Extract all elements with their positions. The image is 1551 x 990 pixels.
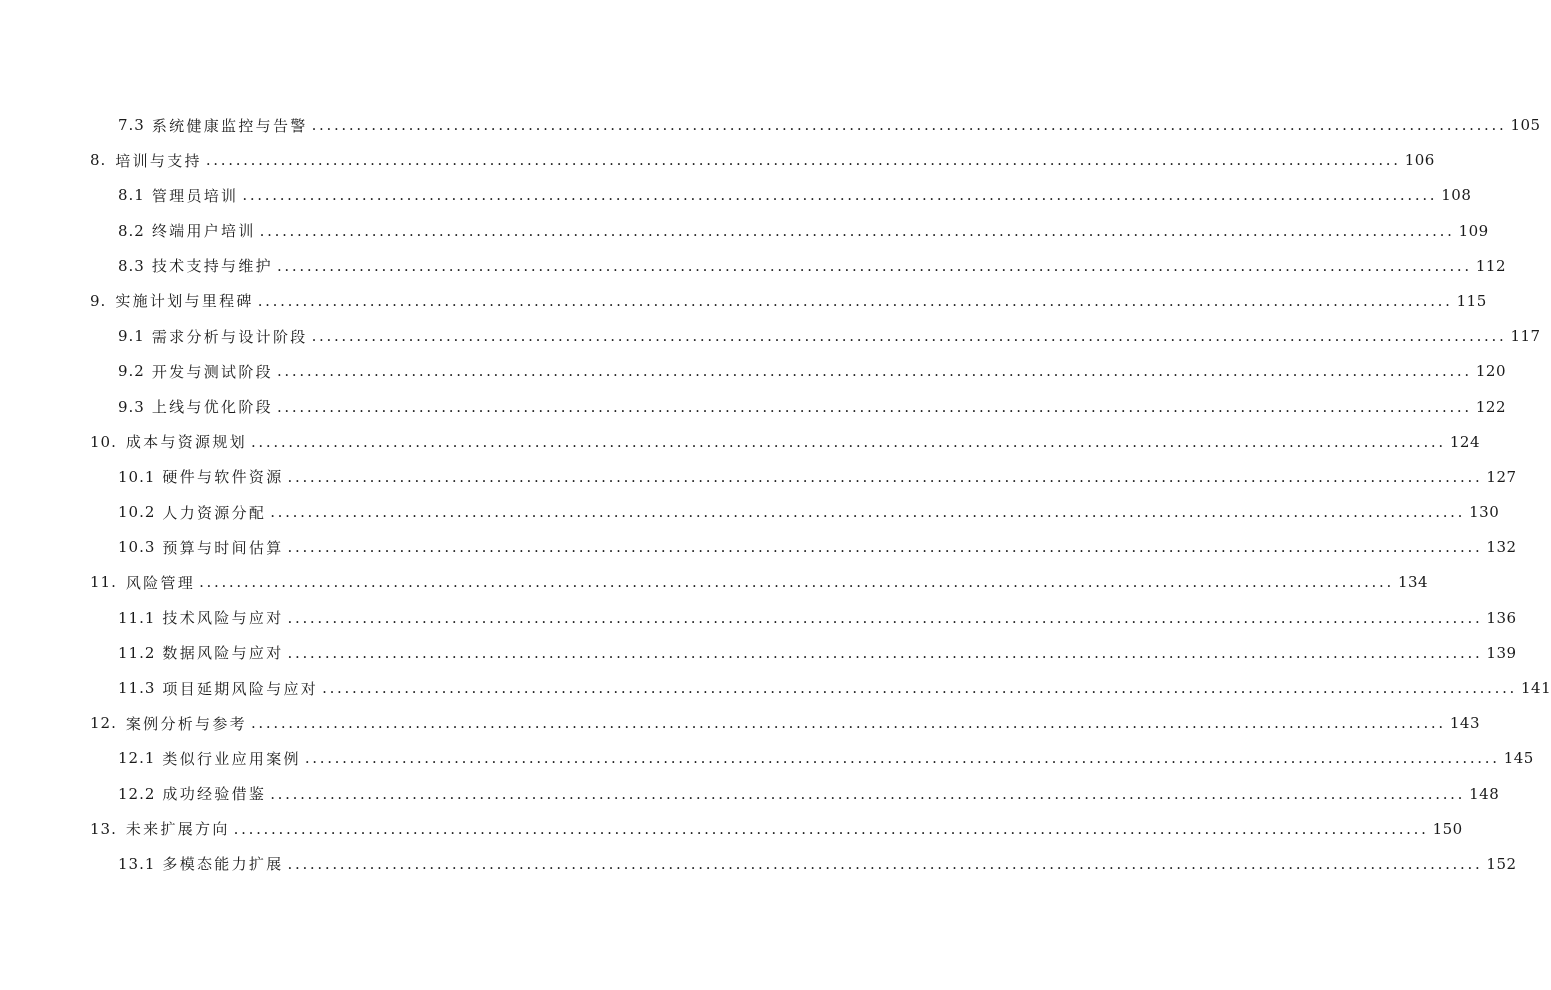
dot-leader: ................................................................................................................................................................ xyxy=(242,186,1438,205)
toc-entry-title: 项目延期风险与应对 xyxy=(162,679,319,698)
toc-entry-title: 系统健康监控与告警 xyxy=(151,116,308,135)
toc-entry-line xyxy=(118,607,1517,629)
dot-leader: ................................................................................................................................................................ xyxy=(259,221,1455,240)
toc-section-entry[interactable] xyxy=(0,390,1506,425)
toc-entry-line xyxy=(118,360,1506,382)
toc-entry-line xyxy=(118,501,1500,523)
toc-entry-title: 需求分析与设计阶段 xyxy=(151,327,308,346)
toc-entry-line xyxy=(118,677,1551,699)
toc-entry-page-number: 139 xyxy=(1486,643,1517,662)
toc-section-entry[interactable] xyxy=(0,636,1517,671)
toc-entry-page-number: 130 xyxy=(1469,503,1500,522)
toc-entry-title: 未来扩展方向 xyxy=(125,820,230,839)
toc-entry-page-number: 127 xyxy=(1486,467,1517,486)
toc-entry-number: 11.3 xyxy=(118,679,156,697)
toc-entry-page-number: 120 xyxy=(1475,362,1506,381)
dot-leader: ................................................................................................................................................................ xyxy=(276,256,1472,275)
toc-entry-title: 上线与优化阶段 xyxy=(151,398,273,416)
toc-section-entry[interactable] xyxy=(0,460,1517,495)
toc-entry-title: 类似行业应用案例 xyxy=(162,749,301,768)
dot-leader: ................................................................................................................................................................ xyxy=(311,116,1507,134)
dot-leader: ................................................................................................................................................................ xyxy=(311,327,1507,346)
toc-entry-line xyxy=(118,184,1472,206)
toc-entry-line xyxy=(118,747,1534,769)
dot-leader: ................................................................................................................................................................ xyxy=(250,432,1446,451)
toc-entry-line xyxy=(118,642,1517,664)
toc-entry-line xyxy=(90,149,1435,171)
toc-chapter-entry[interactable] xyxy=(0,565,1429,600)
toc-entry-page-number: 136 xyxy=(1486,608,1517,627)
toc-entry-title: 开发与测试阶段 xyxy=(151,362,273,381)
toc-entry-page-number: 122 xyxy=(1475,397,1506,416)
toc-entry-page-number: 150 xyxy=(1432,819,1463,838)
toc-entry-number: 10.2 xyxy=(118,503,156,522)
toc-entry-title: 预算与时间估算 xyxy=(162,538,284,557)
toc-entry-number: 12.2 xyxy=(118,784,156,803)
toc-section-entry[interactable] xyxy=(0,601,1517,636)
toc-entry-line xyxy=(118,466,1517,488)
toc-entry-page-number: 124 xyxy=(1449,432,1480,451)
dot-leader: ................................................................................................................................................................ xyxy=(233,819,1429,838)
dot-leader: ................................................................................................................................................................ xyxy=(250,714,1446,733)
toc-entry-number: 8.1 xyxy=(118,186,145,205)
toc-entry-title: 成本与资源规划 xyxy=(125,433,247,452)
dot-leader: ................................................................................................................................................................ xyxy=(287,643,1483,662)
toc-entry-title: 数据风险与应对 xyxy=(162,644,284,663)
toc-entry-number: 11. xyxy=(90,573,117,592)
toc-entry-page-number: 108 xyxy=(1441,186,1472,205)
toc-chapter-entry[interactable] xyxy=(0,143,1435,178)
toc-entry-page-number: 152 xyxy=(1486,854,1517,873)
toc-entry-title: 硬件与软件资源 xyxy=(162,468,284,487)
toc-entry-title: 实施计划与里程碑 xyxy=(115,292,254,311)
toc-section-entry[interactable] xyxy=(0,249,1506,284)
dot-leader: ................................................................................................................................................................ xyxy=(276,397,1472,416)
toc-entry-title: 人力资源分配 xyxy=(162,503,267,522)
toc-entry-number: 10.1 xyxy=(118,467,156,486)
toc-entry-number: 13. xyxy=(90,819,117,838)
toc-section-entry[interactable] xyxy=(0,741,1534,776)
dot-leader: ................................................................................................................................................................ xyxy=(270,784,1466,803)
toc-entry-line xyxy=(118,783,1500,805)
dot-leader: ................................................................................................................................................................ xyxy=(276,362,1472,381)
toc-section-entry[interactable] xyxy=(0,108,1541,143)
toc-entry-page-number: 115 xyxy=(1456,291,1487,310)
toc-entry-number: 10.3 xyxy=(118,538,156,557)
toc-entry-line xyxy=(118,536,1517,558)
toc-entry-number: 9. xyxy=(90,291,107,310)
toc-entry-number: 8.3 xyxy=(118,256,145,275)
toc-entry-number: 9.2 xyxy=(118,362,145,381)
toc-entry-line xyxy=(118,220,1489,242)
toc-section-entry[interactable] xyxy=(0,214,1489,249)
toc-entry-number: 8.2 xyxy=(118,221,145,240)
toc-entry-title: 技术支持与维护 xyxy=(151,257,273,276)
toc-entry-number: 12.1 xyxy=(118,749,156,768)
toc-entry-page-number: 105 xyxy=(1510,116,1541,134)
toc-entry-line xyxy=(90,431,1480,453)
toc-entry-line xyxy=(90,818,1463,840)
toc-section-entry[interactable] xyxy=(0,178,1472,213)
toc-entry-line xyxy=(90,712,1480,734)
dot-leader: ................................................................................................................................................................ xyxy=(199,573,1394,592)
toc-entry-page-number: 141 xyxy=(1521,679,1551,697)
toc-entry-number: 12. xyxy=(90,714,117,733)
toc-entry-title: 管理员培训 xyxy=(151,186,239,205)
toc-entry-number: 11.2 xyxy=(118,643,156,662)
toc-entry-title: 培训与支持 xyxy=(115,151,202,170)
toc-entry-line xyxy=(118,255,1506,277)
toc-entry-page-number: 109 xyxy=(1458,221,1489,240)
toc-section-entry[interactable] xyxy=(0,671,1551,706)
toc-entry-page-number: 134 xyxy=(1397,573,1429,592)
toc-entry-title: 风险管理 xyxy=(125,573,196,592)
toc-entry-page-number: 117 xyxy=(1510,327,1541,346)
toc-section-entry[interactable] xyxy=(0,530,1517,565)
toc-entry-line xyxy=(118,325,1541,347)
dot-leader: ................................................................................................................................................................ xyxy=(205,151,1401,170)
toc-chapter-entry[interactable] xyxy=(0,284,1487,319)
toc-chapter-entry[interactable] xyxy=(0,812,1463,847)
toc-entry-page-number: 143 xyxy=(1449,714,1480,733)
toc-entry-title: 多模态能力扩展 xyxy=(162,855,284,874)
toc-section-entry[interactable] xyxy=(0,354,1506,389)
toc-entry-number: 11.1 xyxy=(118,608,156,627)
toc-section-entry[interactable] xyxy=(0,777,1500,812)
toc-entry-line xyxy=(90,290,1487,312)
toc-entry-page-number: 145 xyxy=(1503,749,1534,768)
toc-entry-number: 8. xyxy=(90,151,107,170)
toc-entry-title: 案例分析与参考 xyxy=(125,714,247,733)
toc-entry-number: 9.1 xyxy=(118,327,145,346)
dot-leader: ................................................................................................................................................................ xyxy=(304,749,1500,768)
toc-entry-page-number: 112 xyxy=(1475,256,1506,275)
dot-leader: ................................................................................................................................................................ xyxy=(287,467,1483,486)
dot-leader: ................................................................................................................................................................ xyxy=(287,538,1483,557)
toc-chapter-entry[interactable] xyxy=(0,706,1480,741)
toc-entry-number: 13.1 xyxy=(118,854,156,873)
toc-chapter-entry[interactable] xyxy=(0,425,1480,460)
toc-entry-page-number: 106 xyxy=(1404,151,1435,170)
toc-section-entry[interactable] xyxy=(0,495,1500,530)
table-of-contents xyxy=(0,108,1551,882)
dot-leader: ................................................................................................................................................................ xyxy=(257,291,1453,310)
dot-leader: ................................................................................................................................................................ xyxy=(270,503,1466,522)
toc-entry-line xyxy=(118,396,1506,418)
toc-entry-page-number: 148 xyxy=(1469,784,1500,803)
dot-leader: ................................................................................................................................................................ xyxy=(287,854,1483,873)
toc-entry-line xyxy=(118,114,1541,136)
dot-leader: ................................................................................................................................................................ xyxy=(322,679,1517,697)
toc-section-entry[interactable] xyxy=(0,847,1517,882)
toc-entry-number: 10. xyxy=(90,432,117,451)
toc-entry-title: 终端用户培训 xyxy=(151,222,256,241)
toc-entry-title: 成功经验借鉴 xyxy=(162,785,267,804)
dot-leader: ................................................................................................................................................................ xyxy=(287,608,1483,627)
toc-section-entry[interactable] xyxy=(0,319,1541,354)
toc-entry-title: 技术风险与应对 xyxy=(162,609,284,628)
toc-entry-number: 7.3 xyxy=(118,116,145,134)
toc-entry-line xyxy=(90,571,1429,593)
toc-entry-line xyxy=(118,853,1517,875)
toc-entry-number: 9.3 xyxy=(118,397,145,416)
toc-entry-page-number: 132 xyxy=(1486,538,1517,557)
